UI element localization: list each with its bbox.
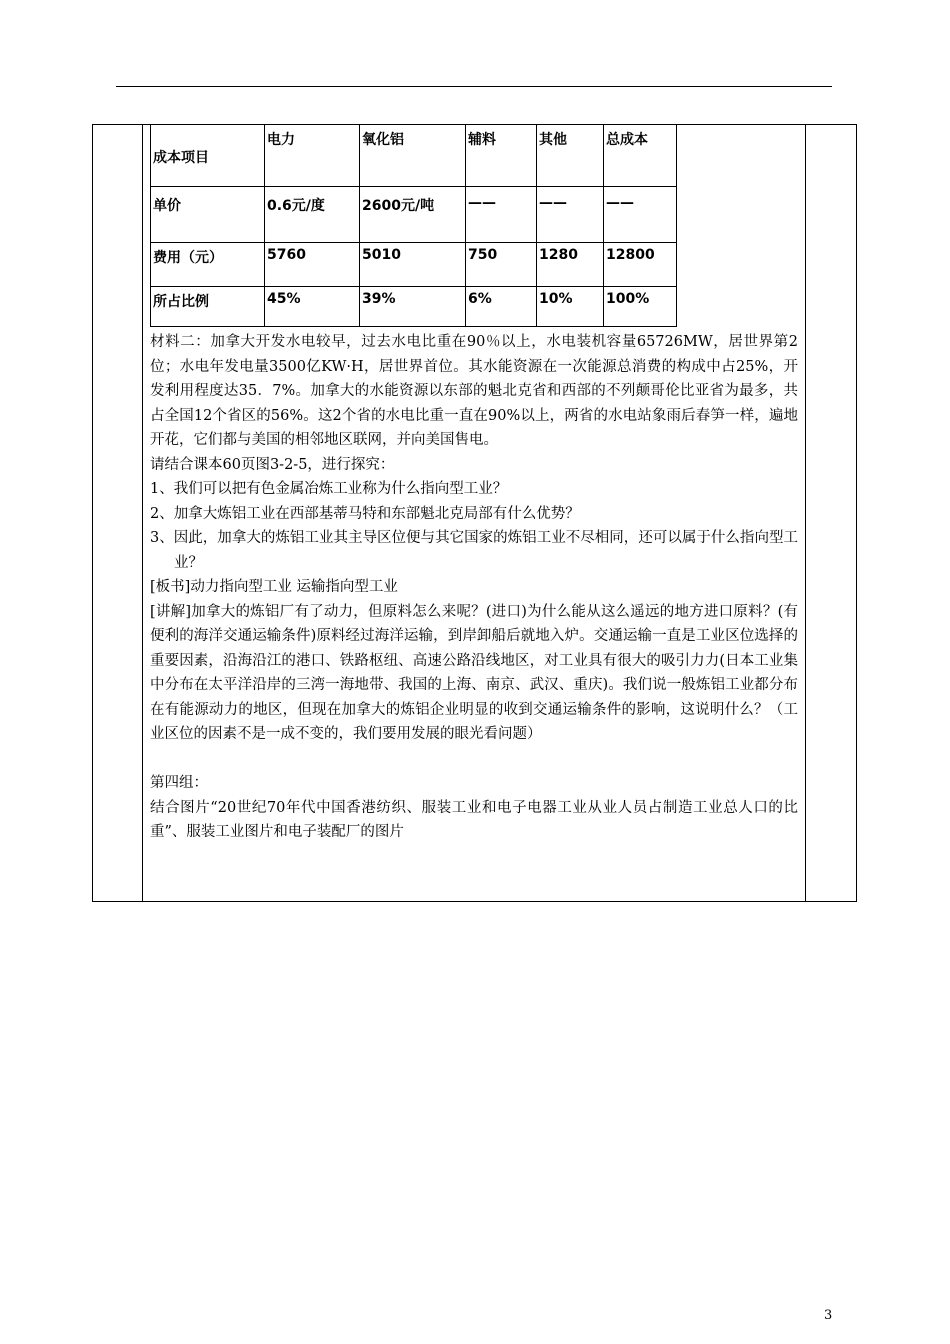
table-header-cell: 辅料 (466, 125, 537, 187)
table-cell: 45% (265, 287, 360, 327)
column-divider-left (142, 125, 143, 901)
table-row (151, 187, 677, 243)
table-cell: 10% (537, 287, 604, 327)
table-row (151, 243, 677, 287)
blank-line (150, 747, 798, 772)
header-rule (116, 86, 832, 87)
inquiry-prompt: 请结合课本60页图3-2-5，进行探究： (150, 456, 395, 473)
table-header-row (151, 125, 677, 187)
table-header-cell: 总成本 (604, 125, 677, 187)
table-cell: 所占比例 (151, 287, 265, 327)
table-cell: 2600元/吨 (360, 187, 466, 243)
table-cell: 费用（元） (151, 243, 265, 287)
table-cell: —— (466, 187, 537, 243)
lecture-paragraph: [讲解]加拿大的炼铝厂有了动力，但原料怎么来呢？(进口)为什么能从这么遥远的地方进口原料？(有便利的海洋交通运输条件)原料经过海洋运输，到岸卸船后就地入炉。交通运输一直是工业区位选择的重要因素，沿海沿江的港口、铁路枢纽、高速公路沿线地区，对工业具有很大的吸引力力(日本工业集中分布在太平洋沿岸的三湾一海地带、我国的上海、南京、武汉、重庆)。我们说一般炼铝工业都分布在有能源动力的地区，但现在加拿大的炼铝企业明显的收到交通运输条件的影响，这说明什么？（工业区位的因素不是一成不变的，我们要用发展的眼光看问题） (150, 603, 798, 742)
table-cell: —— (604, 187, 677, 243)
table-cell: —— (537, 187, 604, 243)
cost-table (150, 124, 677, 327)
column-divider-right (805, 125, 806, 901)
table-header-cell: 电力 (265, 125, 360, 187)
table-cell: 0.6元/度 (265, 187, 360, 243)
question-3: 3、因此，加拿大的炼铝工业其主导区位便与其它国家的炼铝工业不尽相同，还可以属于什么指向型工业？ (150, 530, 798, 571)
question-1: 1、我们可以把有色金属冶炼工业称为什么指向型工业？ (150, 481, 508, 497)
table-cell: 5010 (360, 243, 466, 287)
table-cell: 750 (466, 243, 537, 287)
table-cell: 12800 (604, 243, 677, 287)
table-cell: 5760 (265, 243, 360, 287)
table-cell: 6% (466, 287, 537, 327)
lesson-body (150, 330, 798, 845)
table-cell: 100% (604, 287, 677, 327)
table-header-cell: 其他 (537, 125, 604, 187)
table-row (151, 287, 677, 327)
pictures-paragraph: 结合图片“20世纪70年代中国香港纺织、服装工业和电子电器工业从业人员占制造工业总人口的比重”、服装工业图片和电子装配厂的图片 (150, 799, 798, 840)
table-cell: 单价 (151, 187, 265, 243)
page-number: 3 (824, 1308, 833, 1323)
table-header-cell: 成本项目 (151, 125, 265, 187)
table-cell: 39% (360, 287, 466, 327)
board-notes: [板书]动力指向型工业 运输指向型工业 (150, 579, 398, 595)
question-2: 2、加拿大炼铝工业在西部基蒂马特和东部魁北克局部有什么优势？ (150, 505, 580, 522)
table-header-cell: 氧化铝 (360, 125, 466, 187)
material-two-paragraph: 材料二：加拿大开发水电较早，过去水电比重在90％以上，水电装机容量65726MW，居世界第2位；水电年发电量3500亿KW·H，居世界首位。其水能资源在一次能源总消费的构成中占25%，开发利用程度达35．7%。加拿大的水能资源以东部的魁北克省和西部的不列颠哥伦比亚省为最多，共占全国12个省区的56%。这2个省的水电比重一直在90%以上，两省的水电站象雨后春笋一样，遍地开花，它们都与美国的相邻地区联网，并向美国售电。 (150, 334, 798, 448)
table-cell: 1280 (537, 243, 604, 287)
group-four-heading: 第四组： (150, 775, 208, 791)
